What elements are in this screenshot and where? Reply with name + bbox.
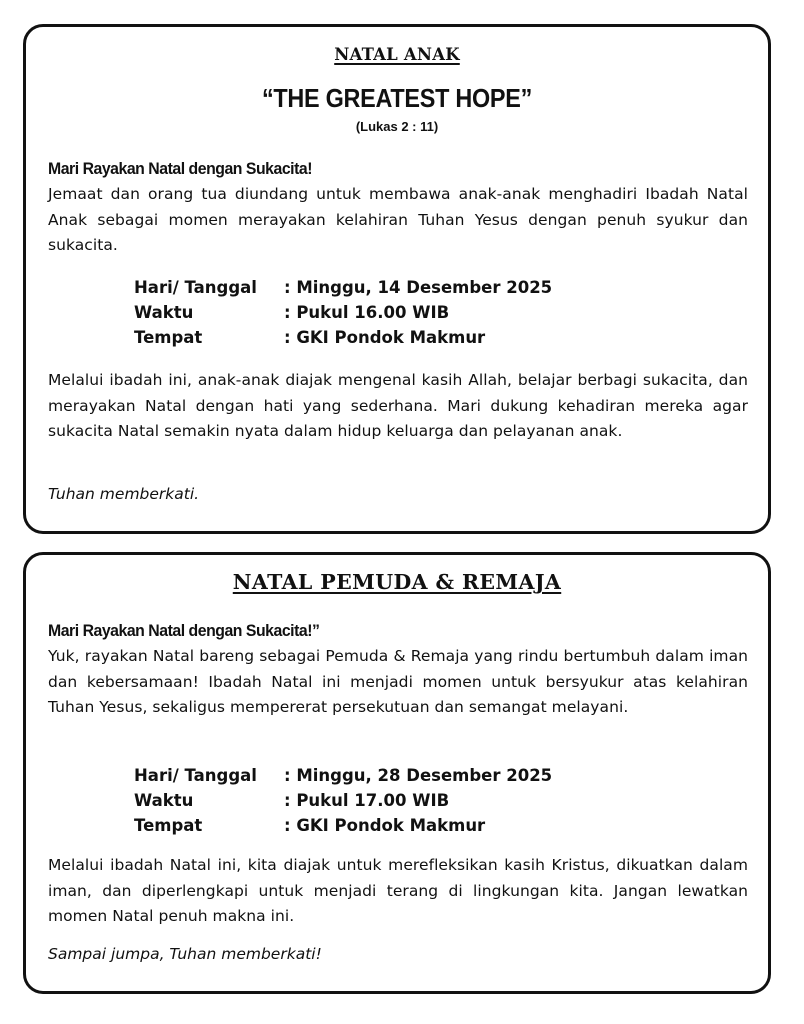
detail-label: Tempat	[134, 816, 203, 835]
detail-value: : Pukul 17.00 WIB	[284, 791, 450, 810]
natal-pemuda-card	[23, 552, 771, 994]
natal-anak-heading: Mari Rayakan Natal dengan Sukacita!	[48, 159, 313, 178]
detail-label: Waktu	[134, 791, 194, 810]
bible-verse-reference: (Lukas 2 : 11)	[355, 119, 439, 134]
natal-anak-intro: Jemaat dan orang tua diundang untuk membawa anak-anak menghadiri Ibadah Natal Anak sebagai momen merayakan kelahiran Tuhan Yesus dengan penuh syukur dan sukacita.	[48, 185, 748, 254]
natal-pemuda-body: Melalui ibadah Natal ini, kita diajak untuk merefleksikan kasih Kristus, dikuatkan dalam iman, dan diperlengkapi untuk menjadi terang di lingkungan kita. Jangan lewatkan momen Natal penuh makna ini.	[48, 856, 748, 925]
detail-label: Waktu	[134, 303, 194, 322]
natal-pemuda-details	[134, 763, 552, 838]
natal-anak-body: Melalui ibadah ini, anak-anak diajak mengenal kasih Allah, belajar berbagi sukacita, dan merayakan Natal dengan hati yang sederhana. Mari dukung kehadiran mereka agar sukacita Natal semakin nyata dalam hidup keluarga dan pelayanan anak.	[48, 371, 748, 440]
detail-label: Tempat	[134, 328, 203, 347]
detail-value: : GKI Pondok Makmur	[284, 328, 486, 347]
natal-anak-details	[134, 275, 552, 350]
natal-pemuda-title: NATAL PEMUDA & REMAJA	[232, 570, 562, 594]
natal-anak-card	[23, 24, 771, 534]
natal-pemuda-heading: Mari Rayakan Natal dengan Sukacita!”	[48, 621, 320, 640]
detail-row-date	[134, 763, 552, 788]
detail-value: : GKI Pondok Makmur	[284, 816, 486, 835]
detail-value: : Minggu, 28 Desember 2025	[284, 766, 553, 785]
natal-pemuda-intro: Yuk, rayakan Natal bareng sebagai Pemuda & Remaja yang rindu bertumbuh dalam iman dan kebersamaan! Ibadah Natal ini menjadi momen untuk bersyukur atas kelahiran Tuhan Yesus, sekaligus mempererat persekutuan dan semangat melayani.	[48, 647, 748, 716]
detail-value: : Minggu, 14 Desember 2025	[284, 278, 553, 297]
detail-row-place	[134, 325, 552, 350]
natal-pemuda-closing: Sampai jumpa, Tuhan memberkati!	[48, 945, 322, 963]
detail-row-date	[134, 275, 552, 300]
detail-row-time	[134, 300, 552, 325]
detail-label: Hari/ Tanggal	[134, 278, 257, 297]
detail-row-place	[134, 813, 552, 838]
detail-value: : Pukul 16.00 WIB	[284, 303, 450, 322]
natal-anak-title: NATAL ANAK	[334, 45, 460, 64]
detail-row-time	[134, 788, 552, 813]
theme-title: “THE GREATEST HOPE”	[261, 83, 533, 113]
detail-label: Hari/ Tanggal	[134, 766, 257, 785]
natal-anak-closing: Tuhan memberkati.	[48, 485, 200, 503]
